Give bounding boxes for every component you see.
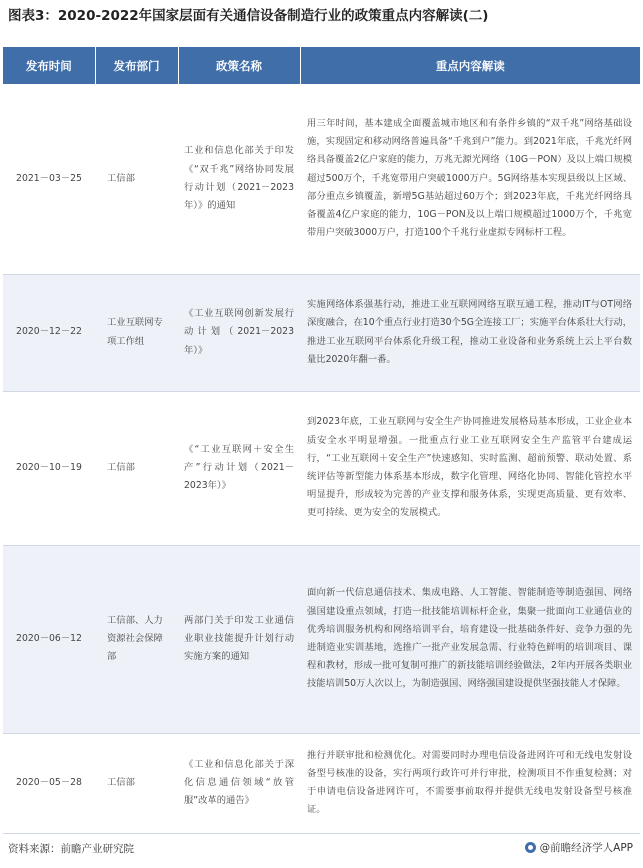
row-date: 2020－05－28 [3,733,95,833]
row-policy: 《“工业互联网＋安全生产”行动计划（2021－2023年）》 [178,391,300,545]
row-date: 2020－10－19 [3,391,95,545]
table-row [3,84,640,274]
header-dept: 发布部门 [95,47,178,84]
row-date: 2021－03－25 [3,84,95,274]
row-policy: 《工业和信息化部关于深化信息通信领域“放管服”改革的通告》 [178,733,300,833]
row-dept: 工信部 [95,733,178,833]
row-dept: 工信部、人力资源社会保障部 [95,545,178,733]
source-note: 资料来源：前瞻产业研究院 [8,843,134,855]
row-key-content: 面向新一代信息通信技术、集成电路、人工智能、智能制造等制造强国、网络强国建设重点领域，打造一批技能培训标杆企业，集聚一批面向工业通信业的优秀培训服务机构和网络培训平台，培育建设一批基础条件好、竞争力强的先进制造业实训基地，选推广一批产业发展急需、行业特色鲜明的培训项目、课程和教材，形成一批可复制可推广的新技能培训经验做法，2年内开展各类职业技能培训50万人次以上，为制造强国、网络强国建设提供坚强技能人才保障。 [300,545,640,733]
header-policy: 政策名称 [178,47,300,84]
row-key-content: 到2023年底，工业互联网与安全生产协同推进发展格局基本形成，工业企业本质安全水平明显增强。一批重点行业工业互联网安全生产监管平台建成运行，“工业互联网＋安全生产”快速感知、实时监测、超前预警、联动处置、系统评估等新型能力体系基本形成，数字化管理、网络化协同、智能化管控水平明显提升，形成较为完善的产业支撑和服务体系，实现更高质量、更有效率、更可持续、更为安全的发展模式。 [300,391,640,545]
table-row [3,391,640,545]
row-policy: 《工业互联网创新发展行动计划（2021－2023年）》 [178,274,300,391]
row-key-content: 推行并联审批和检测优化。对需要同时办理电信设备进网许可和无线电发射设备型号核准的设备，实行两项行政许可并行审批，检测项目不作重复检测；对于申请电信设备进网许可，不需要事前取得并提供无线电发射设备型号核准证。 [300,733,640,833]
header-date: 发布时间 [3,47,95,84]
table-row [3,274,640,391]
row-dept: 工信部 [95,391,178,545]
brand-credit [525,840,633,855]
qianzhan-logo-icon [525,842,536,853]
table-row [3,733,640,833]
table-row [3,545,640,733]
brand-label: @前瞻经济学人APP [539,842,633,854]
row-policy: 工业和信息化部关于印发《“双千兆”网络协同发展行动计划（2021－2023年）》的通知 [178,84,300,274]
row-dept: 工业互联网专项工作组 [95,274,178,391]
row-policy: 两部门关于印发工业通信业职业技能提升计划行动实施方案的通知 [178,545,300,733]
row-dept: 工信部 [95,84,178,274]
policy-table [3,47,640,834]
row-key-content: 用三年时间，基本建成全面覆盖城市地区和有条件乡镇的“双千兆”网络基础设施，实现固定和移动网络普遍具备“千兆到户”能力。到2021年底，千兆光纤网络具备覆盖2亿户家庭的能力，万兆无源光网络（10G－PON）及以上端口规模超过500万个，千兆宽带用户突破1000万户。5G网络基本实现县级以上区域、部分重点乡镇覆盖，新增5G基站超过60万个；到2023年底，千兆光纤网络具备覆盖4亿户家庭的能力，10G－PON及以上端口规模超过1000万个，千兆宽带用户突破3000万户，打造100个千兆行业虚拟专网标杆工程。 [300,84,640,274]
table-header-row [3,47,640,84]
page-title: 图表3：2020-2022年国家层面有关通信设备制造行业的政策重点内容解读(二) [8,8,489,24]
row-key-content: 实施网络体系强基行动，推进工业互联网网络互联互通工程，推动IT与OT网络深度融合，在10个重点行业打造30个5G全连接工厂；实施平台体系壮大行动，推进工业互联网平台体系化升级工程，推动工业设备和业务系统上云上平台数量比2020年翻一番。 [300,274,640,391]
row-date: 2020－06－12 [3,545,95,733]
row-date: 2020－12－22 [3,274,95,391]
header-key-content: 重点内容解读 [300,47,640,84]
